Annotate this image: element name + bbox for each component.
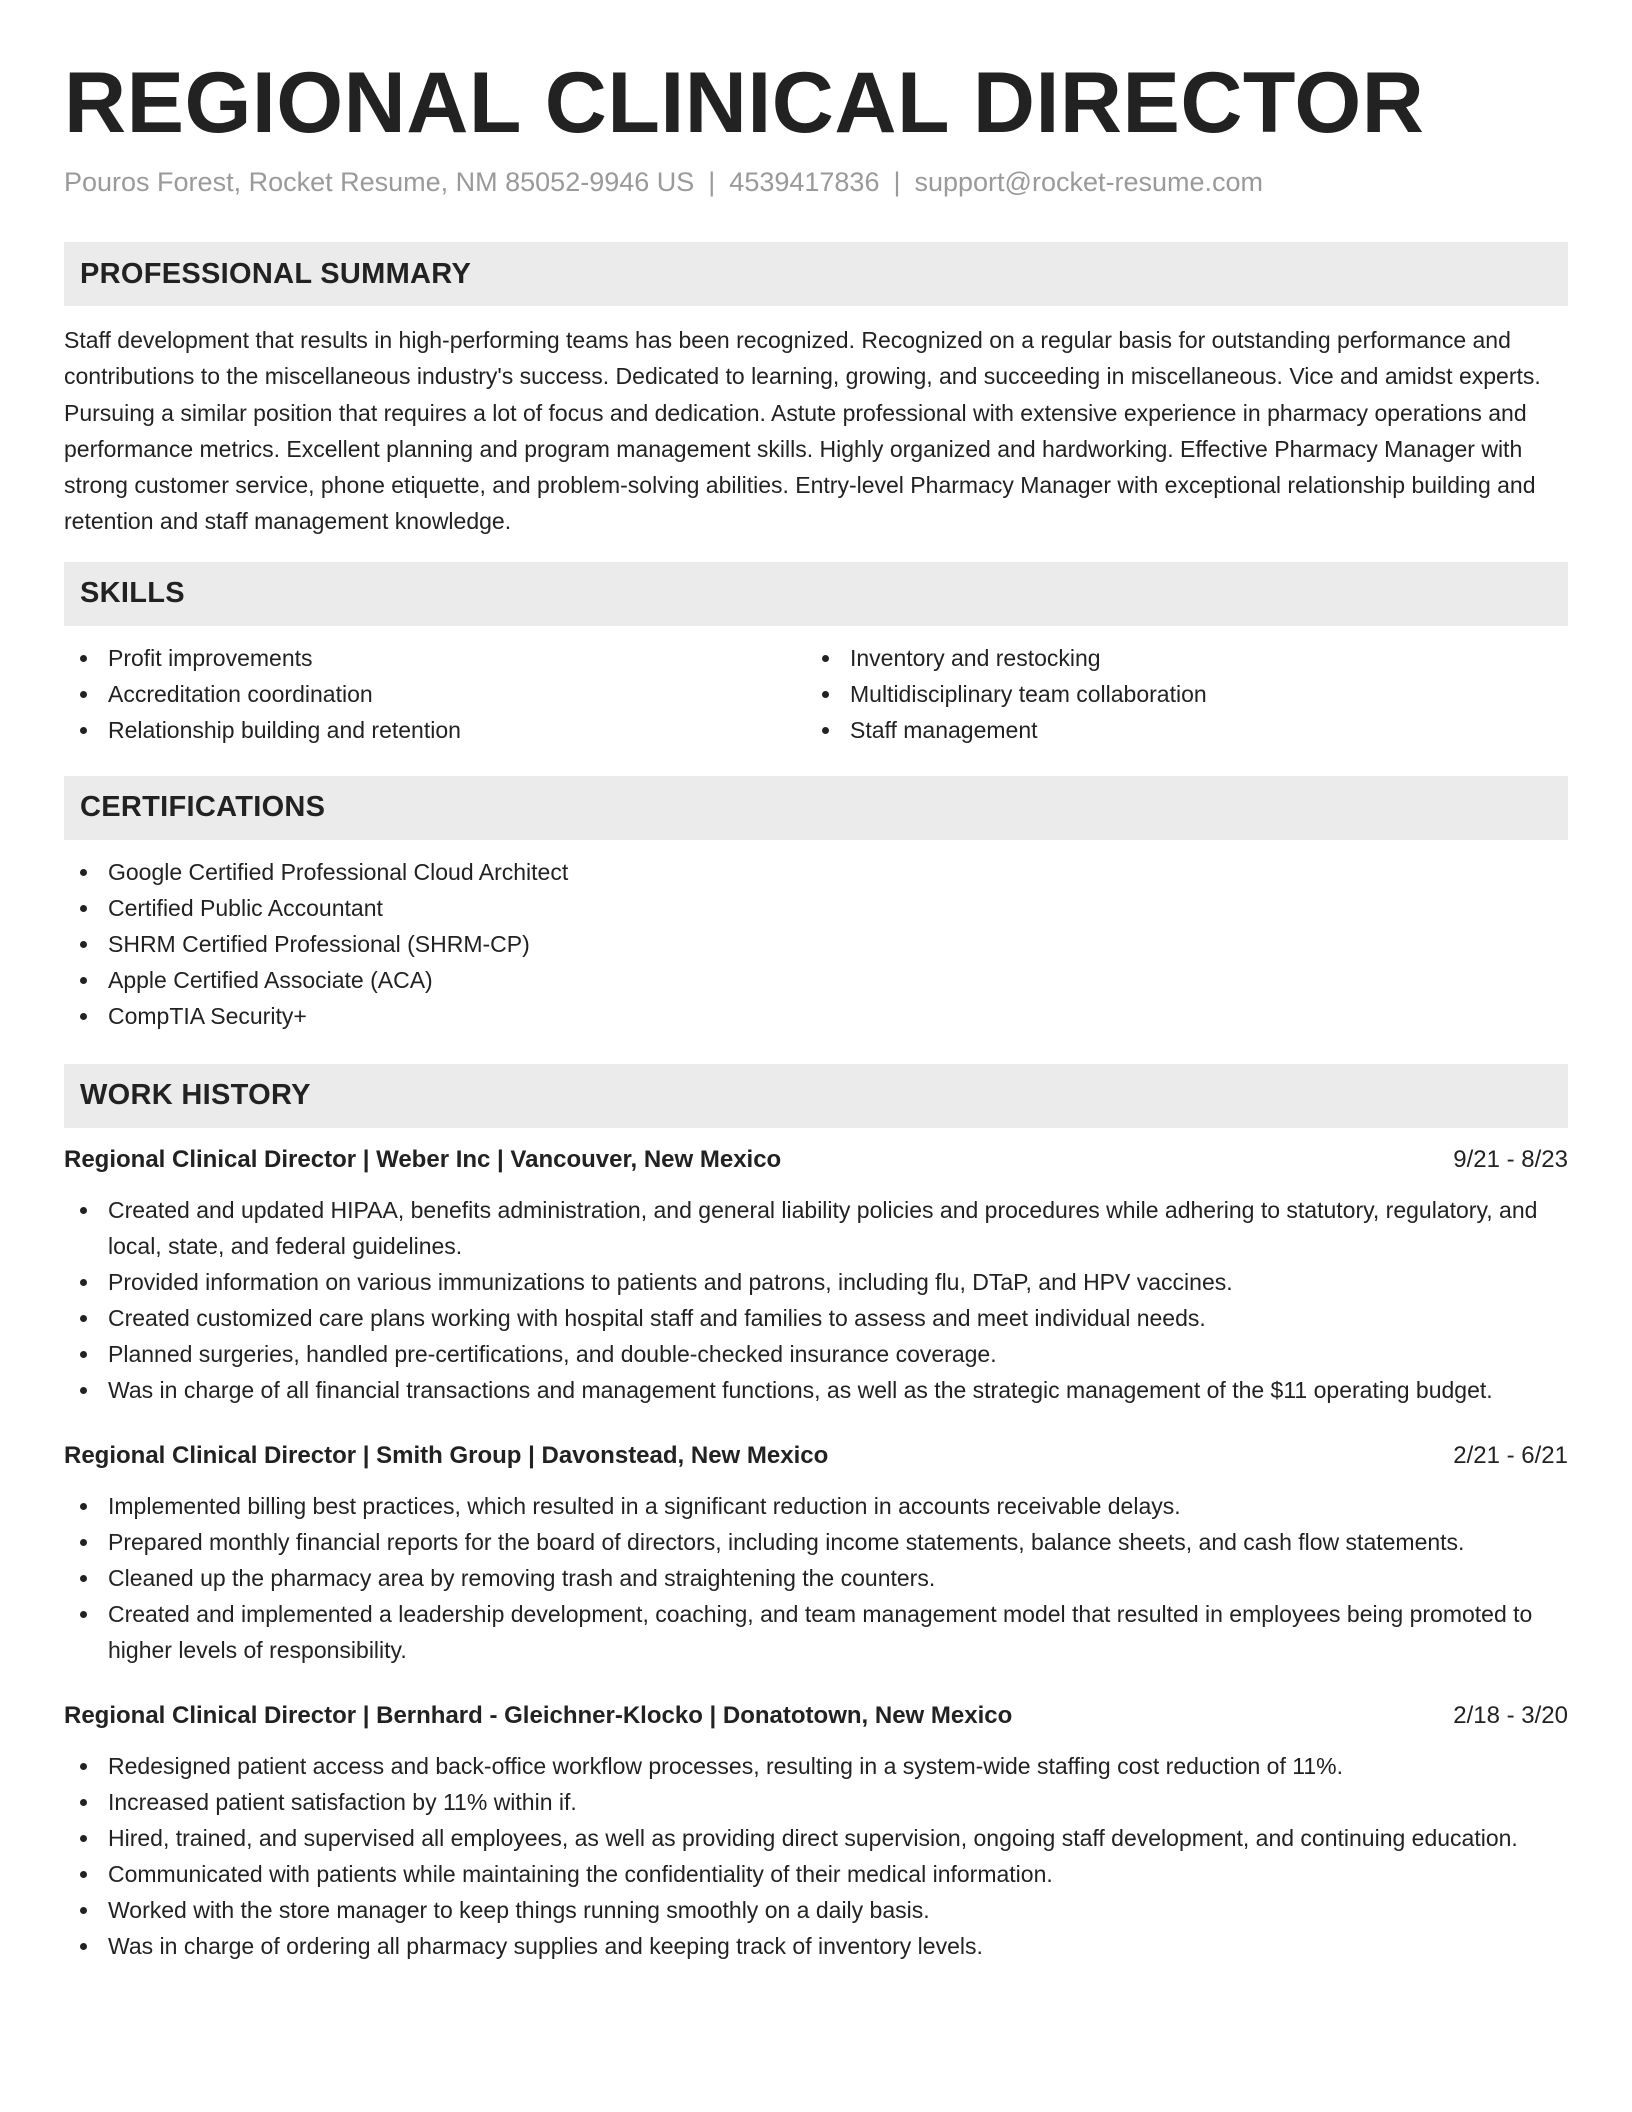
certification-item: CompTIA Security+ [64, 998, 1568, 1034]
certification-item: Certified Public Accountant [64, 890, 1568, 926]
job-bullet: Cleaned up the pharmacy area by removing trash and straightening the counters. [64, 1560, 1568, 1596]
job-bullet: Created and implemented a leadership development, coaching, and team management model that resulted in employees being promoted to higher levels of responsibility. [64, 1596, 1568, 1668]
certifications-heading: CERTIFICATIONS [80, 791, 326, 824]
contact-phone: 4539417836 [729, 167, 880, 197]
skills-column-right [806, 640, 1548, 748]
resume-page [64, 0, 1568, 1964]
job-header [64, 1438, 1568, 1474]
contact-separator: | [893, 167, 901, 197]
work-history-heading: WORK HISTORY [80, 1079, 311, 1112]
job-bullet: Increased patient satisfaction by 11% within if. [64, 1784, 1568, 1820]
job-bullet: Redesigned patient access and back-office workflow processes, resulting in a system-wide staffing cost reduction of 11%. [64, 1748, 1568, 1784]
job-bullet: Hired, trained, and supervised all employees, as well as providing direct supervision, ongoing staff development, and continuing education. [64, 1820, 1568, 1856]
job-title: Regional Clinical Director | Bernhard - Gleichner-Klocko | Donatotown, New Mexico [64, 1701, 1013, 1729]
job-bullet: Was in charge of ordering all pharmacy supplies and keeping track of inventory levels. [64, 1928, 1568, 1964]
job-entry [64, 1698, 1568, 1964]
skill-item: Relationship building and retention [64, 712, 806, 748]
job-bullet: Prepared monthly financial reports for the board of directors, including income statements, balance sheets, and cash flow statements. [64, 1524, 1568, 1560]
work-history-section-header [64, 1064, 1568, 1128]
skill-item: Profit improvements [64, 640, 806, 676]
job-bullets [64, 1488, 1568, 1668]
job-bullets [64, 1748, 1568, 1964]
contact-separator: | [708, 167, 716, 197]
job-bullet: Implemented billing best practices, which resulted in a significant reduction in accounts receivable delays. [64, 1488, 1568, 1524]
job-bullet: Provided information on various immunizations to patients and patrons, including flu, DTaP, and HPV vaccines. [64, 1264, 1568, 1300]
job-bullet: Created customized care plans working with hospital staff and families to assess and meet individual needs. [64, 1300, 1568, 1336]
job-dates: 2/21 - 6/21 [1453, 1441, 1568, 1469]
contact-address: Pouros Forest, Rocket Resume, NM 85052-9946 US [64, 167, 695, 197]
skill-item: Inventory and restocking [806, 640, 1548, 676]
job-bullets [64, 1192, 1568, 1408]
summary-section-header [64, 242, 1568, 306]
job-header [64, 1698, 1568, 1734]
skill-item: Accreditation coordination [64, 676, 806, 712]
skill-item: Staff management [806, 712, 1548, 748]
summary-text: Staff development that results in high-performing teams has been recognized. Recognized on a regular basis for outstanding performance and contributions to the miscellaneous industry's success. Dedicated to learning, growing, and succeeding in miscellaneous. Vice and amidst experts. Pursuing a similar position that requires a lot of focus and dedication. Astute professional with extensive experience in pharmacy operations and performance metrics. Excellent planning and program management skills. Highly organized and hardworking. Effective Pharmacy Manager with strong customer service, phone etiquette, and problem-solving abilities. Entry-level Pharmacy Manager with exceptional relationship building and retention and staff management knowledge. [64, 327, 1541, 535]
job-bullet: Planned surgeries, handled pre-certifications, and double-checked insurance coverage. [64, 1336, 1568, 1372]
resume-name-heading: REGIONAL CLINICAL DIRECTOR [64, 55, 1425, 151]
job-bullet: Was in charge of all financial transactions and management functions, as well as the strategic management of the $11 operating budget. [64, 1372, 1568, 1408]
job-header [64, 1142, 1568, 1178]
job-title: Regional Clinical Director | Smith Group | Davonstead, New Mexico [64, 1441, 829, 1469]
contact-line [64, 164, 1568, 200]
job-bullet: Worked with the store manager to keep things running smoothly on a daily basis. [64, 1892, 1568, 1928]
certifications-list [64, 854, 1568, 1034]
job-entry [64, 1438, 1568, 1668]
summary-heading: PROFESSIONAL SUMMARY [80, 257, 472, 290]
skills-section-header [64, 562, 1568, 626]
certifications-section-header [64, 776, 1568, 840]
job-dates: 9/21 - 8/23 [1453, 1145, 1568, 1173]
job-bullet: Created and updated HIPAA, benefits administration, and general liability policies and procedures while adhering to statutory, regulatory, and local, state, and federal guidelines. [64, 1192, 1568, 1264]
certification-item: SHRM Certified Professional (SHRM-CP) [64, 926, 1568, 962]
job-entry [64, 1142, 1568, 1408]
certification-item: Google Certified Professional Cloud Architect [64, 854, 1568, 890]
job-bullet: Communicated with patients while maintaining the confidentiality of their medical information. [64, 1856, 1568, 1892]
certification-item: Apple Certified Associate (ACA) [64, 962, 1568, 998]
contact-email: support@rocket-resume.com [914, 167, 1264, 197]
job-dates: 2/18 - 3/20 [1453, 1701, 1568, 1729]
skills-heading: SKILLS [80, 577, 185, 610]
job-title: Regional Clinical Director | Weber Inc | Vancouver, New Mexico [64, 1145, 782, 1173]
skills-list [64, 640, 1568, 748]
skill-item: Multidisciplinary team collaboration [806, 676, 1548, 712]
skills-column-left [64, 640, 806, 748]
